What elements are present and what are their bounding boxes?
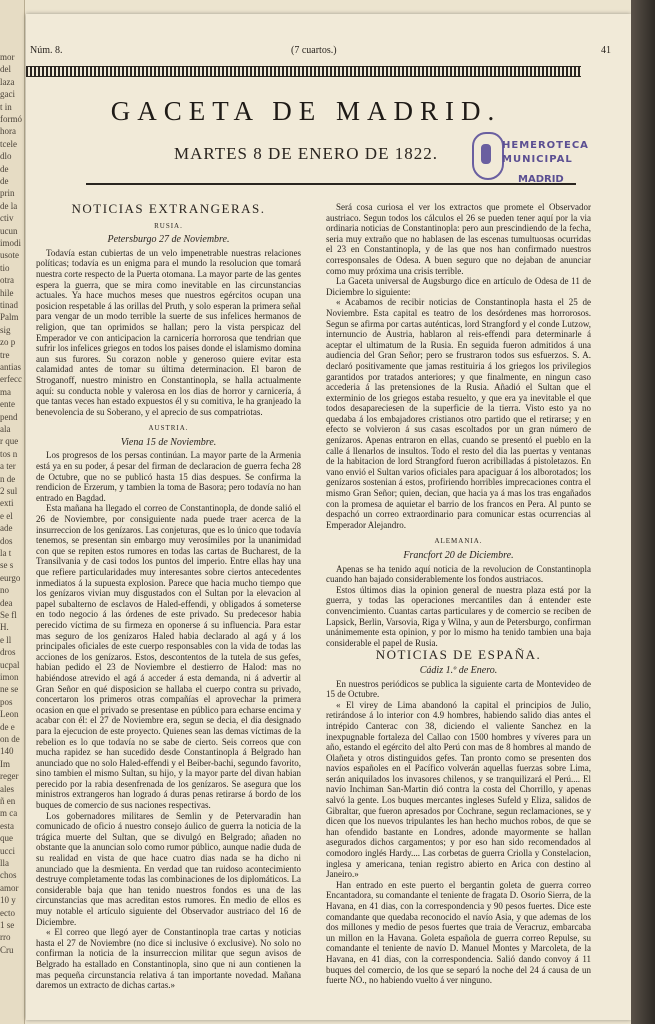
gazette-sheet	[26, 14, 631, 1020]
coat-of-arms-icon	[472, 132, 504, 180]
paragraph: Será cosa curiosa el ver los extractos que promete el Observador austriaco. Segun todos los cálculos el 26 se pueden tener aquí por la via ordinaria noticias de Constantinopla: pero aun prescindiendo de la fecha, seria muy extraño que no hablasen de las escenas tumultuosas ocurridas el 23 en Constantinopla, y de las que nos han confirmado nuestros corresponsales de Odesa. A buen seguro que no dejaban de anunciar como muy próxima una crisis terrible.	[326, 202, 591, 276]
paragraph: « Acabamos de recibir noticias de Constantinopla hasta el 25 de Noviembre. Esta capital es teatro de los desórdenes mas horrorosos. Segun se afirma por cartas auténticas, lord Strangford y el conde Lutzow, internuncio de Austria, hablaron al reis-effendi para determinarle á aceptar el ultimatum de la Rusia. En seguida fueron admitidos á una audiencia del Gran Señor; pero se frustraron todos sus esfuerzos. S. A. declaró positivamente que jamas restituiria á los griegos los privilegios garantidos por tratados anteriores; y que finalmente, en ningun caso accederia á las pretensiones de la Rusia. Añadió el Sultan que el exterminio de los griegos estaba resuelto, y que era ya inevitable el que todos desapareciesen de la superficie de la tierra. Visto esto ya no quedaba á los embajadores cristianos otro partido que el retirarse; y en efecto se volvieron á sus casas escoltados por un gran número de genízaros. Apenas entraron en ellas, cuando se presentó el pueblo en la calle á llenarlos de insultos. Todo el resto del dia las puertas y ventanas de la habitacion de lord Strangford fueron acribilladas á pistoletazos. En vano envió el Sultan varios oficiales para apaciguar á los alborotados; los genízaros sostenian á estos, profiriendo horribles imprecaciones contra el mismo Gran Señor; quien, decian, que hacia ya á mas los tras engañados con la promesa de aquietar el barrio de los francos en Pera. Al punto se despachó un correo extraordinario para comunicar estas ocurrencias al Emperador Alejandro.	[326, 297, 591, 530]
section-heading-foreign: NOTICIAS EXTRANGERAS.	[71, 202, 266, 216]
margin-fragment: 10 y	[0, 895, 16, 906]
margin-fragment: se s	[0, 560, 14, 571]
margin-fragment: tos n	[0, 448, 18, 459]
margin-fragment: t in	[0, 101, 12, 112]
previous-page-edge	[0, 0, 25, 1024]
margin-fragment: 2 sul	[0, 486, 18, 496]
margin-fragment: de la	[0, 200, 18, 211]
margin-fragment: 1 se	[0, 920, 15, 930]
left-column	[36, 202, 301, 1014]
paragraph: Han entrado en este puerto el bergantin goleta de guerra correo Encantadora, su comandante el teniente de fragata D. Osorio Sierra, de la Havana, en 41 dias, con la correspondencia y 90 pesos fuertes. Dice este comandante que quedaba reconocido el navío Asia, y que ademas de los dos millones y medio de pesos fuertes que traia de Veracruz, embarcaba un millon en la Havana. Goleta española de guerra correo Repulse, su comandante el teniente de navío D. Manuel Montes y Marcoleta, de la Havana, en 41 dias, con la correspondencia. Salió dando convoy á 11 buques del comercio, de los que se separó la noche del 24 á causa de un fuerte NO., no habiendo vuelto á ver ninguno.	[326, 879, 591, 986]
dateline-vienna: Viena 15 de Noviembre.	[120, 436, 217, 448]
paragraph: Los progresos de los persas continúan. La mayor parte de la Armenia está ya en su poder, á pesar del firman de declaracion de guerra fecha 28 de Octubre, que no se publicó hasta 15 dias despues. Se confirma la rendicion de Erzerum, y tambien la toma de Basora; pero todavía no han entrado en Bagdad.	[36, 450, 301, 503]
library-stamp	[472, 126, 631, 188]
margin-fragment: tio	[0, 262, 10, 273]
margin-fragment: imodi	[0, 238, 22, 248]
paragraph: La Gaceta universal de Augsburgo dice en artículo de Odesa de 11 de Diciembre lo siguiente:	[326, 276, 591, 297]
margin-fragment: rro	[0, 932, 11, 943]
margin-fragment: dros	[0, 647, 16, 658]
margin-fragment: pos	[0, 696, 13, 707]
margin-fragment: ucun	[0, 225, 18, 236]
margin-fragment: lla	[0, 858, 9, 868]
paragraph: Los gobernadores militares de Semlin y de Petervaradin han comunicado de oficio á nuestro consejo áulico de guerra la noticia de la trágica muerte del Sultan, que se divulgó en Belgrado; añaden no obstante que la anuncian solo como rumor público, aunque nadie duda de su realidad en vista de que hace cuatro dias nada se ha dicho ni anunciado que la desmienta. En verdad que tan ruidoso acontecimiento destruye completamente todas las combinaciones de los diplomáticos. La considerable baja que han tenido nuestros fondos es una de las circunstancias que mas acreditan estos rumores. En medio de ellos es muy notable el artículo siguiente del Observador austriaco del 16 de Diciembre.	[36, 810, 301, 927]
binding-shadow	[631, 0, 655, 1024]
margin-fragment: ala	[0, 424, 11, 434]
margin-fragment: ucpal	[0, 659, 20, 670]
masthead-rule	[86, 183, 576, 185]
margin-fragment: Leon	[0, 709, 19, 720]
margin-fragment: de	[0, 176, 9, 186]
margin-fragment: ales	[0, 783, 14, 794]
dateline-cadiz: Cádiz 1.º de Enero.	[419, 664, 498, 676]
margin-fragment: exti	[0, 498, 14, 509]
margin-fragment: del	[0, 64, 11, 75]
margin-fragment: usote	[0, 250, 19, 261]
margin-fragment: la t	[0, 548, 12, 558]
margin-fragment: esta	[0, 820, 14, 831]
page-number: 41	[601, 45, 611, 56]
margin-fragment: e el	[0, 510, 13, 521]
dateline-frankfurt: Francfort 20 de Diciembre.	[403, 550, 514, 561]
margin-fragment: Cru	[0, 944, 14, 955]
margin-fragment: mor	[0, 52, 15, 62]
margin-fragment: Im	[0, 758, 10, 769]
margin-fragment: erfecc	[0, 374, 22, 385]
margin-fragment: zo p	[0, 337, 16, 348]
dateline-petersburg: Petersburgo 27 de Noviembre.	[107, 234, 230, 246]
margin-fragment: dos	[0, 535, 13, 546]
paragraph: En nuestros periódicos se publica la siguiente carta de Montevideo de 15 de Octubre.	[326, 678, 591, 700]
margin-fragment: dlo	[0, 151, 12, 162]
margin-fragment: amor	[0, 882, 19, 893]
margin-fragment: imon	[0, 672, 19, 682]
margin-fragment: ñ en	[0, 796, 16, 806]
section-heading-spain: NOTICIAS DE ESPAÑA.	[375, 647, 542, 663]
margin-fragment: de	[0, 163, 9, 174]
issue-price: (7 cuartos.)	[291, 45, 337, 56]
margin-fragment: ade	[0, 523, 13, 534]
paragraph: Apenas se ha tenido aquí noticia de la revolucion de Constantinopla cuando han bajado considerablemente los fondos austriacos.	[326, 563, 591, 585]
margin-fragment: e ll	[0, 634, 12, 645]
margin-fragment: de e	[0, 721, 15, 732]
margin-fragment: prin	[0, 188, 15, 199]
margin-fragment: otra	[0, 275, 14, 286]
margin-fragment: ctiv	[0, 213, 14, 224]
paragraph: Todavía estan cubiertas de un velo impenetrable nuestras relaciones políticas; todavía es un enigma para el mundo la resolucion que tomará nuestra corte respecto de la Puerta otomana. La mayor parte de las gentes espera la guerra, que se mira como inevitable en las circunstancias actuales. Ya hace muchos meses que nuestros egércitos ocupan una posicion respetable á las orillas del Pruth, y solo esperan la primera señal para vengar de un modo terrible la suerte de sus infelices hermanos de religion, que tan oprimidos se hallan; pero la vista perspicaz del Emperador ve con anticipacion la carnicería horrorosa que tendrian que sufrir los infelices griegos en todos los paises donde el islamismo domina aun sus furores. Su corazon noble y generoso quiere evitar esta calamidad antes de tomar su última determinacion. El baron de Stroganoff, nuestro ministro en Constantinopla, se halla actualmente aquí: su conducta noble y valerosa en los dias de horror y carnicería, á que tantas veces han estado expuestos él y su comitiva, le ha granjeado la benevolencia de su Soberano, y el aprecio de sus compatriotas.	[36, 247, 301, 417]
masthead-ornament-border	[26, 66, 581, 77]
margin-fragment: 140	[0, 746, 14, 757]
margin-fragment: dea	[0, 597, 13, 608]
margin-fragment: que	[0, 833, 13, 844]
issue-number: Núm. 8.	[30, 45, 63, 56]
margin-fragment: laza	[0, 76, 15, 87]
margin-fragment: Palm	[0, 312, 19, 323]
margin-fragment: eurgo	[0, 572, 21, 583]
margin-fragment: ucci	[0, 845, 15, 856]
margin-fragment: n de	[0, 473, 16, 484]
margin-fragment: tcele	[0, 138, 17, 149]
margin-fragment: hile	[0, 287, 14, 298]
margin-fragment: no	[0, 585, 9, 596]
paragraph: Esta mañana ha llegado el correo de Constantinopla, de donde salió el 26 de Noviembre, por consiguiente nada puede traer acerca de la insurreccion de los genízaros. Las conjeturas, que es lo único que todavía tenemos, se presentan sin embargo muy verosímiles por la unanimidad con que se repiten estos rumores en todas las cartas de Bucharest, de la Transilvania y de casi todos los puntos del imperio. Entre ellas hay una que refiere particularidades muy interesantes sobre ciertos antecedentes inmediatos á la supuesta explosion. Parece que hacia mucho tiempo que los genízaros vivian muy disgustados con el Sultan por la elevacion al papel subalterno de esclavos de Haled-effendi, y obligados á someterse en todo negocio á las órdenes de este privado. Su predecesor habia perecido víctima de su firmeza en oponerse á su influencia. Para estar mas seguro de los genízaros Haled habia declarado al agá y á los principales oficiales de este cuerpo responsables con la vida de todas las acciones de los genízaros. Estos, descontentos de la tutela de sus gefes, habian pedido el 23 de Noviembre el destierro de Halod: mas no habiéndose atrevido el agá á acceder á esta demanda, ni á advertir al Gran Señor en qué disposicion se hallaba el cuerpo contra su privado, concertaron los primeros otras compañías el aprovechar la primera ocasion en que el privado se presentase en público para echarse encima y acabar con él: el 27 de Noviembre era, segun se decia, el dia designado para la ejecucion de este proyecto. Quienes sean las demas víctimas de la rebelion es lo que todavía no se sabe de cierto. Seis correos que con mucha rapidez se han sucedido desde Constantinopla á Belgrado han anunciado que no solo Haled-effendi y el Beiber-bachi, segundo favorito, sino tambien el mismo Sultan, su hijo, y la mayor parte del divan habian perecido por la rabia desenfrenada de los genízaros. Se asegura que los ministros extrangeros han logrado á duras penas retirarse á bordo de los buques de comercio de sus naciones respectivas.	[36, 503, 301, 811]
masthead-top-line	[26, 45, 631, 59]
paragraph: « El virey de Lima abandonó la capital el principios de Julio, retirándose á lo interior con 4.9 hombres, habiendo salido dias antes el intrépido Canterac con 38, diciendo el valiente Sanchez en la inexpugnable fortaleza del Callao con 1500 hombres y víveres para un año, estando el egército del alto Perú con mas de 8 hombres al mando de Olañeta y otros distinguidos gefes. Tan pronto como se presenten dos navíos españoles en el Pacífico volverán aquellas fuerzas sobre Lima, serán aniquilados los invasores chilenos, y se tranquilizará el Perú.... El navío Inchiman San-Martin dió contra la costa del Chorrillo, y apenas salvó la gente. Los buques mercantes ingleses Sufeld y Eliza, salidos de Gibraltar, que fueron apresados por Cochrane, segun reclamaciones, se y dicen que los nuevos tripulantes les han hecho muchos robos, de que se han ofendido bastante en Londres, adonde mayormente se hallan asegurados dichos cargamentos; y por eso han sido recomendados al comodoro inglés Hardy.... Las corbetas de guerra Criolla y Constelacion, inglesa y americana, tenian registro abierto en Arica con destino al Janeiro.»	[326, 699, 591, 880]
margin-fragment: ente	[0, 399, 15, 410]
margin-fragment: ecto	[0, 907, 15, 918]
margin-fragment: hora	[0, 126, 16, 137]
paragraph: Estos últimos dias la opinion general de nuestra plaza está por la guerra, y todas las operaciones mercantiles dan á entender este convencimiento. Cuantas cartas particulares y de comercio se reciben de Lapsick, Berlin, Varsovia, Riga y Wilna, y aun de Petersburgo, confirman unánimemente esta opinion, y por lo mismo ha tenido tambien una baja considerable el papel de Rusia.	[326, 584, 591, 648]
margin-fragment: H.	[0, 622, 9, 633]
margin-fragment: pend	[0, 411, 18, 422]
newspaper-title: GACETA DE MADRID.	[110, 96, 502, 126]
margin-fragment: tre	[0, 349, 10, 360]
subheading-germany: ALEMANIA.	[434, 537, 483, 546]
issue-date: MARTES 8 DE ENERO DE 1822.	[174, 144, 438, 163]
right-column	[326, 202, 591, 1014]
margin-fragment: formó	[0, 114, 22, 124]
stamp-line-2: MUNICIPAL	[502, 154, 573, 165]
margin-fragment: ne se	[0, 684, 19, 695]
margin-fragment: sig	[0, 324, 11, 335]
margin-fragment: chos	[0, 870, 17, 881]
margin-fragment: reger	[0, 771, 19, 782]
subheading-russia: RUSIA.	[154, 221, 183, 230]
margin-fragment: m ca	[0, 808, 18, 819]
paragraph: « El correo que llegó ayer de Constantinopla trae cartas y noticias hasta el 27 de Noviembre (no dice si inclusive ó exclusive). No solo no confirman la noticia de la insurreccion militar que segun avisos de Belgrado ha estallado en Constantinopla, sino que ni aun contienen la mas pequeña circunstancia relativa á tan importante novedad. Mañana daremos un extracto de dichas cartas.»	[36, 927, 301, 991]
margin-fragment: on de	[0, 734, 20, 744]
stamp-line-3: MADRID	[518, 174, 564, 185]
margin-fragment: Se fl	[0, 610, 17, 620]
subheading-austria: AUSTRIA.	[148, 424, 189, 433]
margin-fragment: ma	[0, 386, 11, 397]
margin-fragment: a ter	[0, 461, 16, 472]
margin-fragment: r que	[0, 436, 19, 447]
margin-fragment: antias	[0, 362, 21, 372]
margin-fragment: gaci	[0, 89, 15, 100]
stamp-line-1: HEMEROTECA	[502, 140, 589, 151]
margin-fragment: tinad	[0, 300, 18, 310]
